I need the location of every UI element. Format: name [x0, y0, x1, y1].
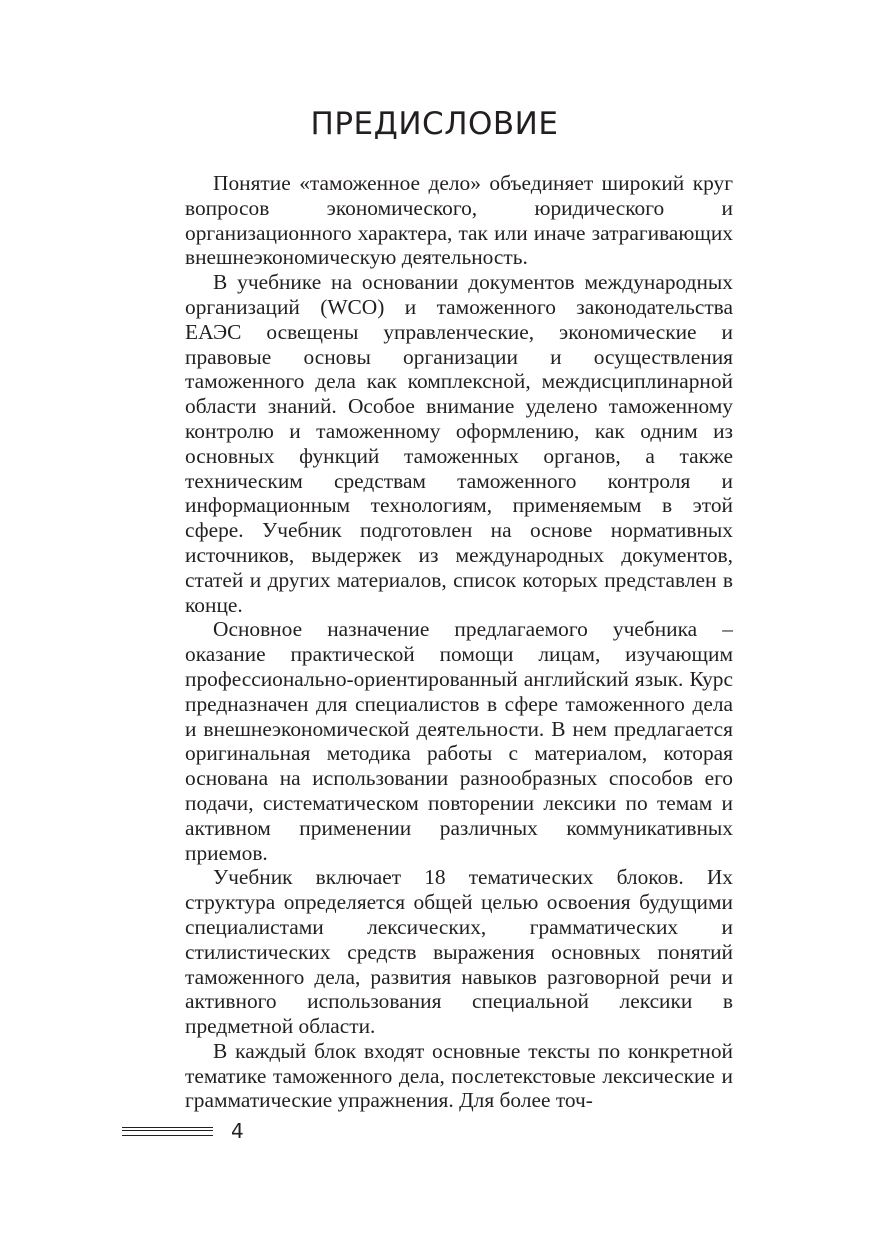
body-text	[185, 171, 733, 1113]
paragraph-4: Учебник включает 18 тематических блоков. Их структура определяется общей целью освоения будущими специалистами лексических, грамматических и стилистических средств выражения основных понятий таможенного дела, развития навыков разговорной речи и активного использования специальной лексики в предметной области.	[185, 865, 733, 1039]
page-title: ПРЕДИСЛОВИЕ	[310, 106, 559, 142]
page-number: 4	[231, 1119, 244, 1143]
paragraph-5: В каждый блок входят основные тексты по конкретной тематике таможенного дела, послетекстовые лексические и грамматические упражнения. Для более точ-	[185, 1038, 733, 1113]
paragraph-3: Основное назначение предлагаемого учебника – оказание практической помощи лицам, изучающим профессионально-ориентированный английский язык. Курс предназначен для специалистов в сфере таможенного дела и внешнеэкономической деятельности. В нем предлагается оригинальная методика работы с материалом, которая основана на использовании разнообразных способов его подачи, систематическом повторении лексики по темам и активном применении различных коммуникативных приемов.	[185, 617, 733, 865]
page-footer	[122, 1117, 282, 1147]
paragraph-1: Понятие «таможенное дело» объединяет широкий круг вопросов экономического, юридического и организационного характера, так или иначе затрагивающих внешнеэкономическую деятельность.	[185, 171, 733, 270]
paragraph-2: В учебнике на основании документов международных организаций (WCO) и таможенного законодательства ЕАЭС освещены управленческие, экономические и правовые основы организации и осуществления таможенного дела как комплексной, междисциплинарной области знаний. Особое внимание уделено таможенному контролю и таможенному оформлению, как одним из основных функций таможенных органов, а также техническим средствам таможенного контроля и информационным технологиям, применяемым в этой сфере. Учебник подготовлен на основе нормативных источников, выдержек из международных документов, статей и других материалов, список которых представлен в конце.	[185, 270, 733, 617]
footer-decorative-rule	[122, 1127, 213, 1136]
